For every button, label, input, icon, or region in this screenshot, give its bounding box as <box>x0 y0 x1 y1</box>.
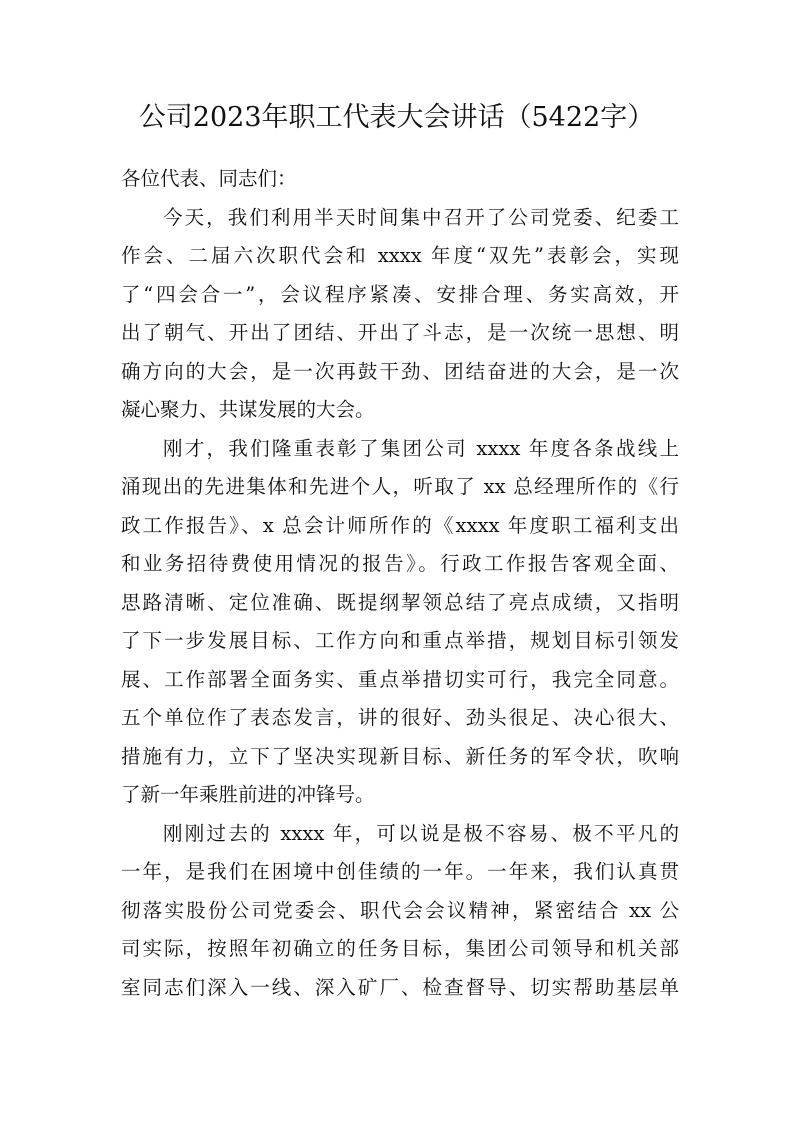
text-line: 展、工作部署全面务实、重点举措切实可行，我完全同意。 <box>121 667 679 691</box>
text-line: 作会、二届六次职代会和 xxxx 年度“双先”表彰会，实现 <box>121 244 679 267</box>
text-line: 了下一步发展目标、工作方向和重点举措，规划目标引领发 <box>121 629 679 652</box>
document-title: 公司2023年职工代表大会讲话（5422字） <box>138 102 655 133</box>
text-line: 确方向的大会，是一次再鼓干劲、团结奋进的大会，是一次 <box>121 359 679 383</box>
text-line: 五个单位作了表态发言，讲的很好、劲头很足、决心很大、 <box>121 706 679 729</box>
text-line: 司实际，按照年初确立的任务目标，集团公司领导和机关部 <box>121 937 679 960</box>
text-line: 彻落实股份公司党委会、职代会会议精神，紧密结合 xx 公 <box>121 898 679 922</box>
text-line: 和业务招待费使用情况的报告》。行政工作报告客观全面、 <box>121 552 679 575</box>
text-line: 政工作报告》、x 总会计师所作的《xxxx 年度职工福利支出 <box>121 513 679 537</box>
text-line: 一年，是我们在困境中创佳绩的一年。一年来，我们认真贯 <box>121 860 679 883</box>
text-line: 刚才，我们隆重表彰了集团公司 xxxx 年度各条战线上 <box>163 436 679 460</box>
text-line: 思路清晰、定位准确、既提纲挈领总结了亮点成绩，又指明 <box>121 590 679 614</box>
text-line: 凝心聚力、共谋发展的大会。 <box>121 398 375 421</box>
text-line: 了新一年乘胜前进的冲锋号。 <box>121 783 375 806</box>
text-line: 室同志们深入一线、深入矿厂、检查督导、切实帮助基层单 <box>121 975 679 999</box>
document-body <box>121 160 679 1007</box>
paragraph <box>121 815 679 1008</box>
salutation: 各位代表、同志们： <box>121 167 297 190</box>
text-line: 刚刚过去的 xxxx 年，可以说是极不容易、极不平凡的 <box>163 821 679 845</box>
text-line: 涌现出的先进集体和先进个人，听取了 xx 总经理所作的《行 <box>121 475 679 498</box>
paragraph <box>121 199 679 430</box>
text-line: 今天，我们利用半天时间集中召开了公司党委、纪委工 <box>163 205 679 229</box>
text-line: 措施有力，立下了坚决实现新目标、新任务的军令状，吹响 <box>121 744 679 768</box>
text-line: 了“四会合一”，会议程序紧凑、安排合理、务实高效，开 <box>121 282 679 306</box>
text-line: 出了朝气、开出了团结、开出了斗志，是一次统一思想、明 <box>121 321 679 344</box>
paragraph <box>121 430 679 815</box>
